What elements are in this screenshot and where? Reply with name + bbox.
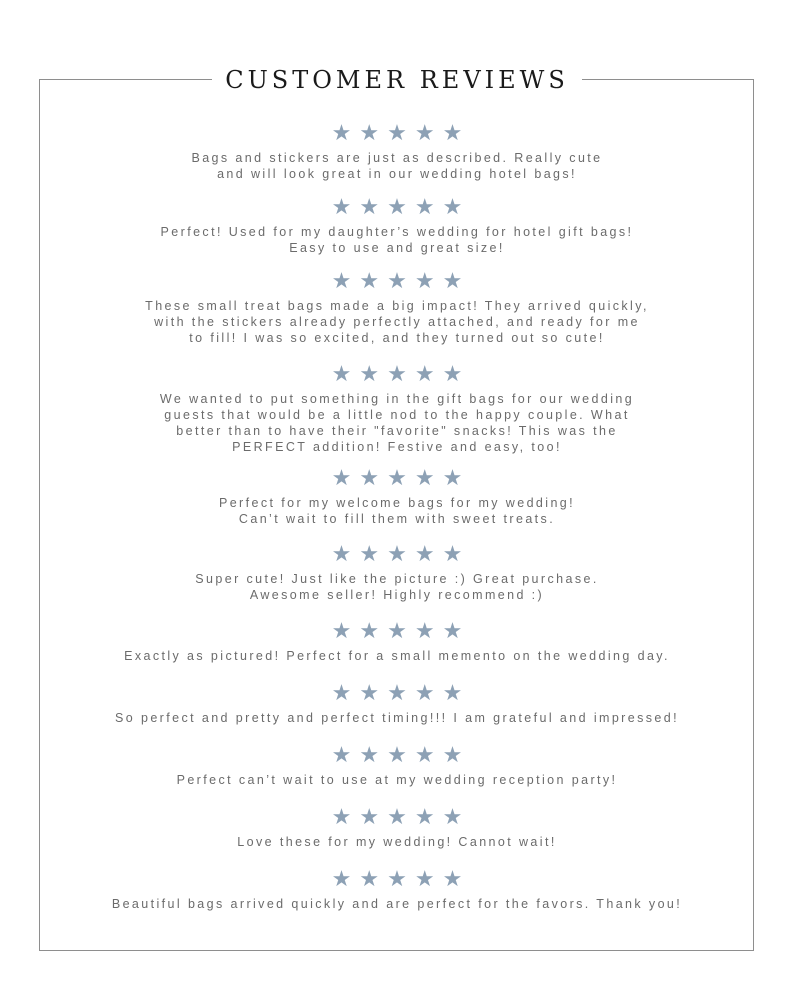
review-item [40, 196, 754, 256]
star-rating [48, 543, 754, 565]
star-rating [48, 620, 754, 642]
star-icon: ★ [359, 680, 388, 705]
review-text: Perfect! Used for my daughter’s wedding for hotel gift bags! Easy to use and great size! [160, 225, 634, 255]
star-icon: ★ [387, 804, 415, 829]
star-icon: ★ [442, 268, 471, 293]
star-icon: ★ [331, 194, 360, 219]
star-icon: ★ [414, 120, 443, 145]
star-icon: ★ [331, 804, 360, 829]
star-icon: ★ [442, 194, 471, 219]
star-rating [48, 270, 754, 292]
star-icon: ★ [359, 361, 388, 386]
review-item [40, 543, 754, 603]
star-icon: ★ [387, 866, 415, 891]
star-icon: ★ [387, 541, 415, 566]
star-icon: ★ [414, 541, 443, 566]
star-icon: ★ [359, 804, 388, 829]
star-icon: ★ [442, 120, 471, 145]
star-rating [48, 868, 754, 890]
star-icon: ★ [331, 361, 360, 386]
star-icon: ★ [359, 194, 388, 219]
review-text: Beautiful bags arrived quickly and are perfect for the favors. Thank you! [111, 897, 683, 911]
star-icon: ★ [442, 680, 471, 705]
review-item [40, 270, 754, 346]
review-item [40, 682, 754, 726]
star-icon: ★ [442, 866, 471, 891]
star-icon: ★ [331, 465, 360, 490]
star-rating [48, 363, 754, 385]
star-icon: ★ [414, 194, 443, 219]
star-icon: ★ [331, 120, 360, 145]
star-icon: ★ [331, 742, 360, 767]
star-icon: ★ [442, 541, 471, 566]
star-icon: ★ [359, 618, 388, 643]
star-icon: ★ [359, 120, 388, 145]
star-icon: ★ [331, 268, 360, 293]
star-icon: ★ [387, 680, 415, 705]
star-rating [48, 806, 754, 828]
review-item [40, 467, 754, 527]
star-icon: ★ [331, 680, 360, 705]
star-icon: ★ [442, 465, 471, 490]
review-item [40, 363, 754, 455]
star-icon: ★ [414, 866, 443, 891]
review-item [40, 806, 754, 850]
star-icon: ★ [387, 742, 415, 767]
review-text: Super cute! Just like the picture :) Great purchase. Awesome seller! Highly recommend :) [195, 572, 599, 602]
star-icon: ★ [387, 194, 415, 219]
star-icon: ★ [387, 465, 415, 490]
star-icon: ★ [359, 541, 388, 566]
star-rating [48, 467, 754, 489]
review-text: Exactly as pictured! Perfect for a small memento on the wedding day. [124, 649, 670, 663]
review-text: Perfect can’t wait to use at my wedding reception party! [176, 773, 618, 787]
review-text: So perfect and pretty and perfect timing!!! I am grateful and impressed! [115, 711, 679, 725]
star-rating [48, 744, 754, 766]
review-text: Love these for my wedding! Cannot wait! [237, 835, 557, 849]
review-text: We wanted to put something in the gift bags for our wedding guests that would be a little nod to the happy couple. What better than to have their "favorite" snacks! This was the PERFECT addition! Festive and easy, too! [159, 392, 635, 454]
review-text: Bags and stickers are just as described. Really cute and will look great in our wedding hotel bags! [191, 151, 603, 181]
star-icon: ★ [359, 742, 388, 767]
star-icon: ★ [442, 618, 471, 643]
star-icon: ★ [414, 465, 443, 490]
star-icon: ★ [331, 618, 360, 643]
star-rating [48, 682, 754, 704]
star-icon: ★ [414, 804, 443, 829]
page-title: CUSTOMER REVIEWS [212, 63, 582, 97]
star-icon: ★ [414, 742, 443, 767]
star-icon: ★ [442, 361, 471, 386]
star-icon: ★ [414, 268, 443, 293]
star-icon: ★ [331, 866, 360, 891]
star-icon: ★ [387, 618, 415, 643]
star-icon: ★ [387, 268, 415, 293]
star-icon: ★ [359, 465, 388, 490]
review-item [40, 744, 754, 788]
star-icon: ★ [442, 804, 471, 829]
star-rating [48, 196, 754, 218]
star-icon: ★ [359, 866, 388, 891]
star-icon: ★ [331, 541, 360, 566]
star-icon: ★ [414, 618, 443, 643]
star-rating [48, 122, 754, 144]
star-icon: ★ [442, 742, 471, 767]
star-icon: ★ [414, 680, 443, 705]
review-item [40, 620, 754, 664]
review-item [40, 122, 754, 182]
star-icon: ★ [414, 361, 443, 386]
star-icon: ★ [387, 361, 415, 386]
review-text: These small treat bags made a big impact! They arrived quickly, with the stickers already perfectly attached, and ready for me to fill! I was so excited, and they turned out so cute! [145, 299, 649, 345]
review-text: Perfect for my welcome bags for my wedding! Can’t wait to fill them with sweet treats. [218, 496, 576, 526]
review-item [40, 868, 754, 912]
star-icon: ★ [359, 268, 388, 293]
star-icon: ★ [387, 120, 415, 145]
